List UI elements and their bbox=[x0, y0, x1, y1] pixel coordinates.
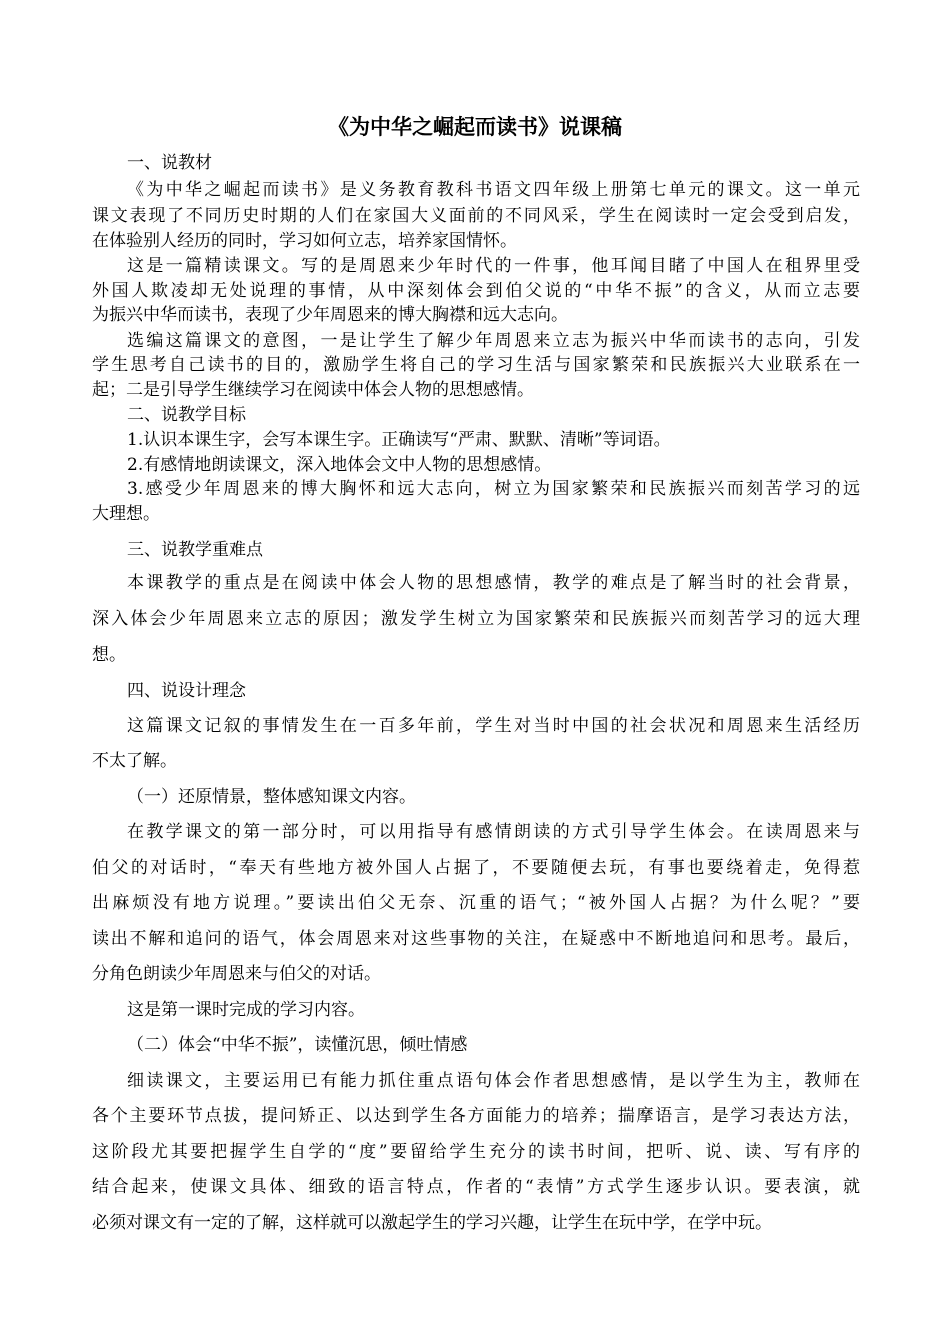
page-title: 《为中华之崛起而读书》说课稿 bbox=[328, 114, 622, 139]
paragraph-line: 分角色朗读少年周恩来与伯父的对话。 bbox=[92, 964, 381, 984]
goal-item: 3.感受少年周恩来的博大胸怀和远大志向，树立为国家繁荣和民族振兴而刻苦学习的远 bbox=[127, 479, 860, 499]
paragraph-line: 课文表现了不同历史时期的人们在家国大义面前的不同风采，学生在阅读时一定会受到启发， bbox=[92, 206, 860, 226]
paragraph-line: 外国人欺凌却无处说理的事情，从中深刻体会到伯父说的“中华不振”的含义，从而立志要 bbox=[92, 281, 860, 301]
paragraph-line: 必须对课文有一定的了解，这样就可以激起学生的学习兴趣，让学生在玩中学，在学中玩。 bbox=[92, 1213, 772, 1233]
paragraph-line: 选编这篇课文的意图，一是让学生了解少年周恩来立志为振兴中华而读书的志向，引发 bbox=[127, 331, 860, 351]
paragraph-line: 学生思考自己读书的目的，激励学生将自己的学习生活与国家繁荣和民族振兴大业联系在一 bbox=[92, 355, 860, 375]
paragraph-line: 在体验别人经历的同时，学习如何立志，培养家国情怀。 bbox=[92, 231, 517, 251]
subheading-two: （二）体会“中华不振”，读懂沉思，倾吐情感 bbox=[127, 1035, 468, 1055]
paragraph-line: 各个主要环节点拔，提问矫正、以达到学生各方面能力的培养；揣摩语言，是学习表达方法， bbox=[92, 1106, 860, 1126]
paragraph-line: 在教学课文的第一部分时，可以用指导有感情朗读的方式引导学生体会。在读周恩来与 bbox=[127, 822, 860, 842]
paragraph-line: 读出不解和追问的语气，体会周恩来对这些事物的关注，在疑惑中不断地追问和思考。最后， bbox=[92, 929, 860, 949]
paragraph-line: 这是一篇精读课文。写的是周恩来少年时代的一件事，他耳闻目睹了中国人在租界里受 bbox=[127, 256, 860, 276]
section-heading-materials: 一、说教材 bbox=[127, 153, 212, 173]
paragraph-line: 深入体会少年周恩来立志的原因；激发学生树立为国家繁荣和民族振兴而刻苦学习的远大理 bbox=[92, 609, 860, 629]
paragraph-line: 这篇课文记叙的事情发生在一百多年前，学生对当时中国的社会状况和周恩来生活经历 bbox=[127, 716, 860, 736]
paragraph-line: 为振兴中华而读书，表现了少年周恩来的博大胸襟和远大志向。 bbox=[92, 305, 568, 325]
paragraph-line: 不太了解。 bbox=[92, 751, 177, 771]
paragraph-line: 这阶段尤其要把握学生自学的“度”要留给学生充分的读书时间，把听、说、读、写有序的 bbox=[92, 1142, 860, 1162]
paragraph-line: 这是第一课时完成的学习内容。 bbox=[127, 1000, 365, 1020]
paragraph-line: 本课教学的重点是在阅读中体会人物的思想感情，教学的难点是了解当时的社会背景， bbox=[127, 573, 860, 593]
goal-item-continued: 大理想。 bbox=[92, 504, 160, 524]
paragraph-line: 出麻烦没有地方说理。”要读出伯父无奈、沉重的语气；“被外国人占据？为什么呢？”要 bbox=[92, 893, 860, 913]
section-heading-goals: 二、说教学目标 bbox=[127, 405, 246, 425]
paragraph-line: 《为中华之崛起而读书》是义务教育教科书语文四年级上册第七单元的课文。这一单元 bbox=[127, 180, 860, 200]
paragraph-line: 起；二是引导学生继续学习在阅读中体会人物的思想感情。 bbox=[92, 380, 534, 400]
paragraph-line: 结合起来，使课文具体、细致的语言特点，作者的“表情”方式学生逐步认识。要表演，就 bbox=[92, 1177, 860, 1197]
section-heading-key-points: 三、说教学重难点 bbox=[127, 540, 263, 560]
goal-item: 1.认识本课生字，会写本课生字。正确读写“严肃、默默、清晰”等词语。 bbox=[127, 430, 671, 450]
subheading-one: （一）还原情景，整体感知课文内容。 bbox=[127, 787, 416, 807]
paragraph-line: 想。 bbox=[92, 645, 126, 665]
paragraph-line: 伯父的对话时，“奉天有些地方被外国人占据了，不要随便去玩，有事也要绕着走，免得惹 bbox=[92, 858, 860, 878]
paragraph-line: 细读课文，主要运用已有能力抓住重点语句体会作者思想感情，是以学生为主，教师在 bbox=[127, 1071, 860, 1091]
section-heading-design: 四、说设计理念 bbox=[127, 681, 246, 701]
goal-item: 2.有感情地朗读课文，深入地体会文中人物的思想感情。 bbox=[127, 455, 552, 475]
